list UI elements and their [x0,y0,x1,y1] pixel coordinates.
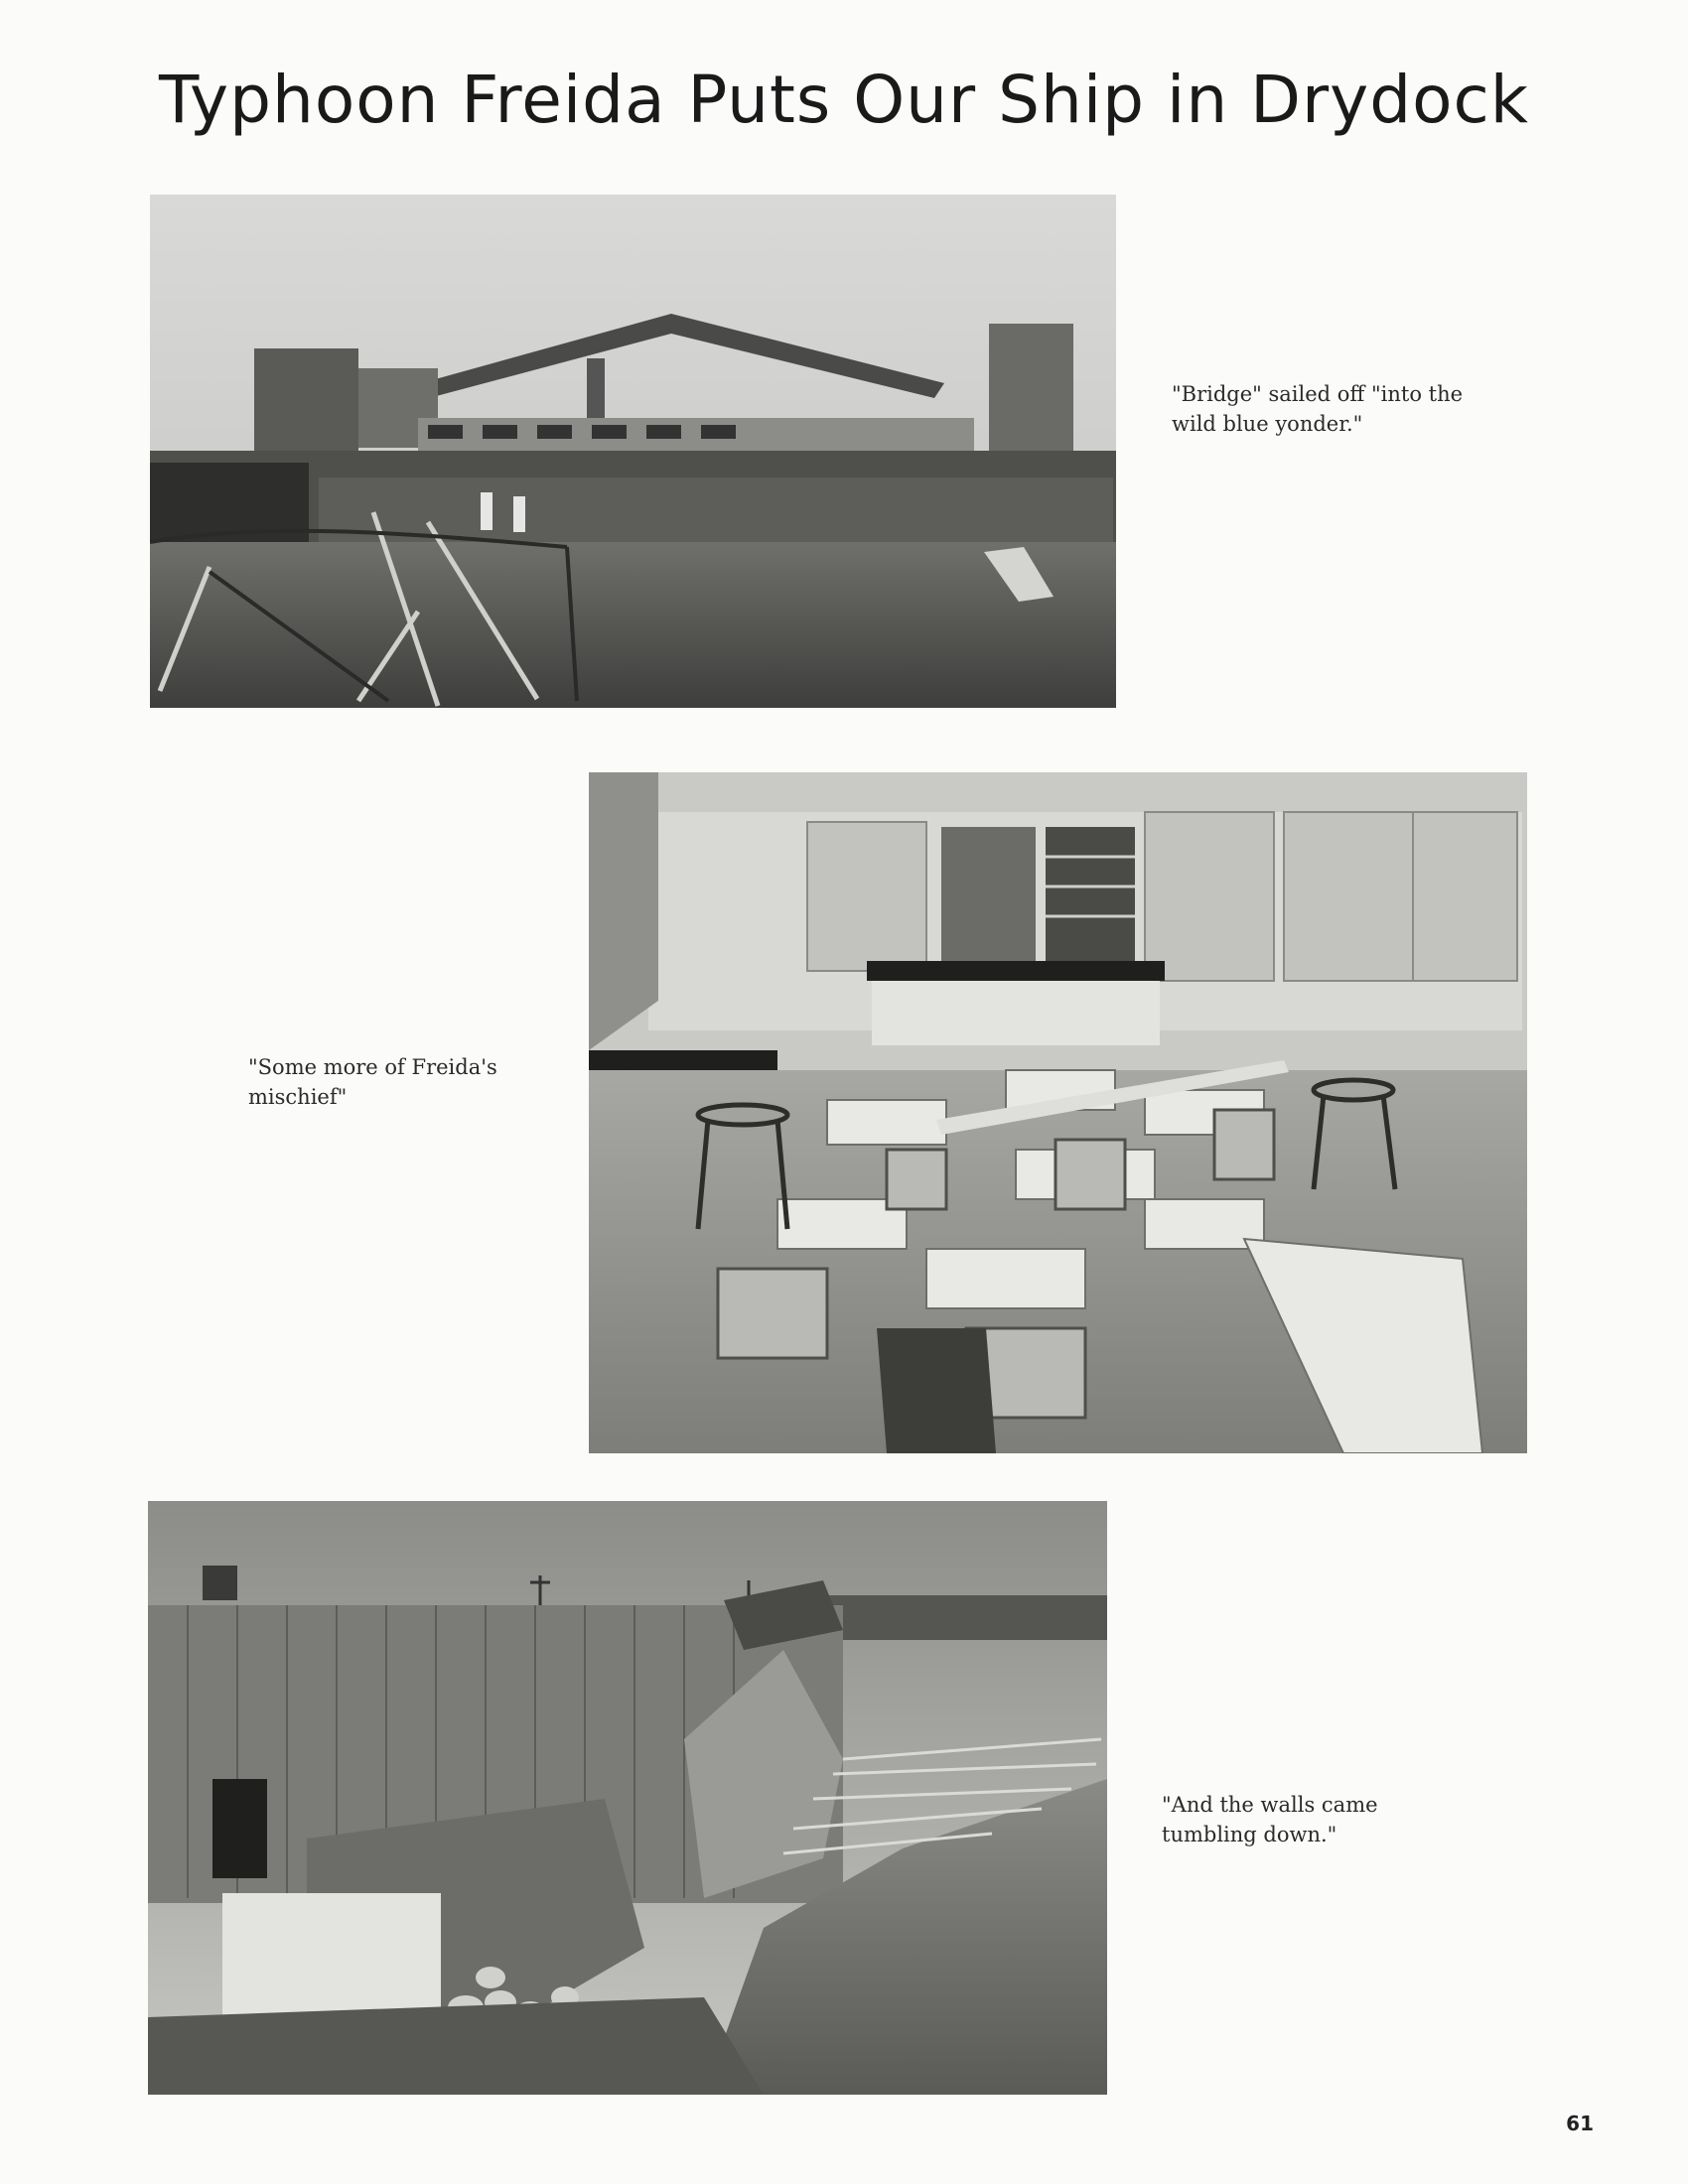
photo-classroom-mischief [589,772,1527,1453]
caption-mischief: "Some more of Freida's mischief" [248,1055,497,1109]
page-number: 61 [1566,2112,1594,2135]
page-title: Typhoon Freida Puts Our Ship in Drydock [159,62,1529,138]
caption-bridge: "Bridge" sailed off "into the wild blue yonder." [1172,382,1464,436]
photo-bridge-damage [150,195,1116,708]
photo-walls-tumbling [148,1501,1107,2095]
caption-walls: "And the walls came tumbling down." [1162,1793,1378,1846]
